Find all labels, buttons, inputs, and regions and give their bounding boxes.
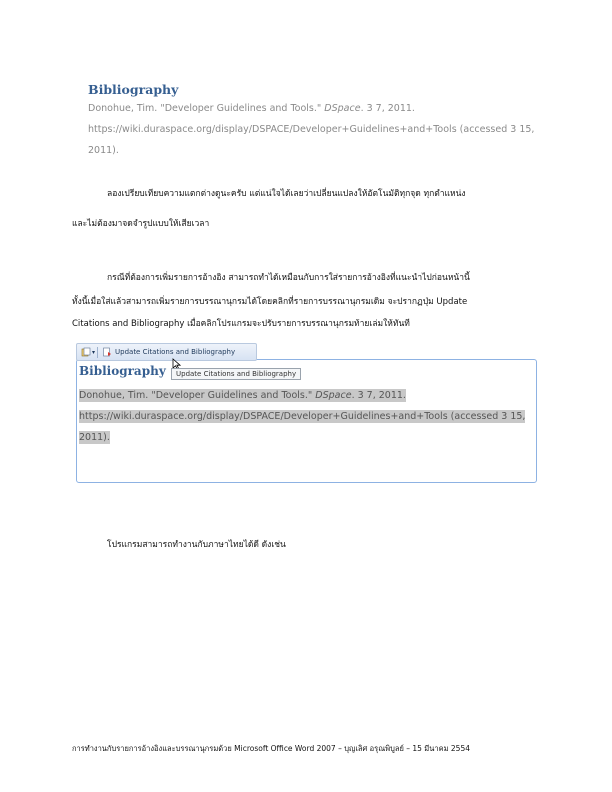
- update-citations-label: Update Citations and Bibliography: [115, 348, 236, 356]
- paragraph-3-line1: โปรแกรมสามารถทำงานกับภาษาไทยได้ดี ดังเช่น: [107, 540, 286, 550]
- dropdown-arrow-icon[interactable]: ▾: [92, 348, 96, 356]
- update-document-icon: [102, 347, 112, 357]
- word-entry-accessed-text: 2011).: [79, 432, 110, 443]
- bibliography-entry-accessed: 2011).: [88, 145, 119, 156]
- paragraph-2-line3: Citations and Bibliography เมื่อคลิกโปรแกรมจะปรับรายการบรรณานุกรมท้ายเล่มให้ทันที: [72, 319, 410, 329]
- page-footer: การทำงานกับรายการอ้างอิงและบรรณานุกรมด้วย Microsoft Office Word 2007 – บุญเลิศ อรุณพิบูลย์ – 15 มีนาคม 2554: [72, 744, 471, 753]
- paragraph-2-line1: กรณีที่ต้องการเพิ่มรายการอ้างอิง สามารถทำได้เหมือนกับการใส่รายการอ้างอิงที่แนะนำไปก่อนหน้านี้: [107, 273, 470, 283]
- paragraph-2-line2: ทั้งนี้เมื่อใส่แล้วสามารถเพิ่มรายการบรรณานุกรมได้โดยคลิกที่รายการบรรณานุกรมเดิม จะปรากฏปุ่ม Update: [72, 297, 468, 307]
- word-entry-source: DSpace: [315, 390, 352, 401]
- paragraph-1-line1: ลองเปรียบเทียบความแตกต่างดูนะครับ แต่แน่ใจได้เลยว่าเปลี่ยนแปลงให้อัตโนมัติทุกจุด ทุกตำแหน่ง: [107, 189, 466, 199]
- update-citations-tooltip: Update Citations and Bibliography: [171, 368, 301, 380]
- bibliography-entry-url: https://wiki.duraspace.org/display/DSPACE/Developer+Guidelines+and+Tools (accessed 3 15,: [88, 124, 535, 135]
- bibliography-entry-line1: [88, 103, 415, 114]
- bibliography-heading: Bibliography: [88, 82, 179, 97]
- entry-source: DSpace: [324, 103, 361, 114]
- entry-author-title: Donohue, Tim. "Developer Guidelines and Tools.": [88, 103, 325, 114]
- word-entry-author-title: Donohue, Tim. "Developer Guidelines and Tools.": [79, 390, 316, 401]
- bibliographies-icon[interactable]: [81, 347, 91, 357]
- toolbar-divider: [97, 347, 98, 358]
- word-entry-url-text: https://wiki.duraspace.org/display/DSPACE/Developer+Guidelines+and+Tools (accessed 3 15,: [79, 411, 526, 422]
- word-entry-url: [79, 404, 525, 423]
- paragraph-1-line2: และไม่ต้องมาจดจำรูปแบบให้เสียเวลา: [72, 219, 210, 229]
- word-entry-line1: [79, 383, 406, 402]
- word-bibliography-heading: Bibliography: [79, 364, 166, 378]
- word-entry-accessed: [79, 425, 110, 444]
- content-control-toolbar: [76, 343, 257, 361]
- entry-date: . 3 7, 2011.: [360, 103, 415, 114]
- word-entry-date: . 3 7, 2011.: [351, 390, 406, 401]
- update-citations-button[interactable]: [102, 347, 235, 357]
